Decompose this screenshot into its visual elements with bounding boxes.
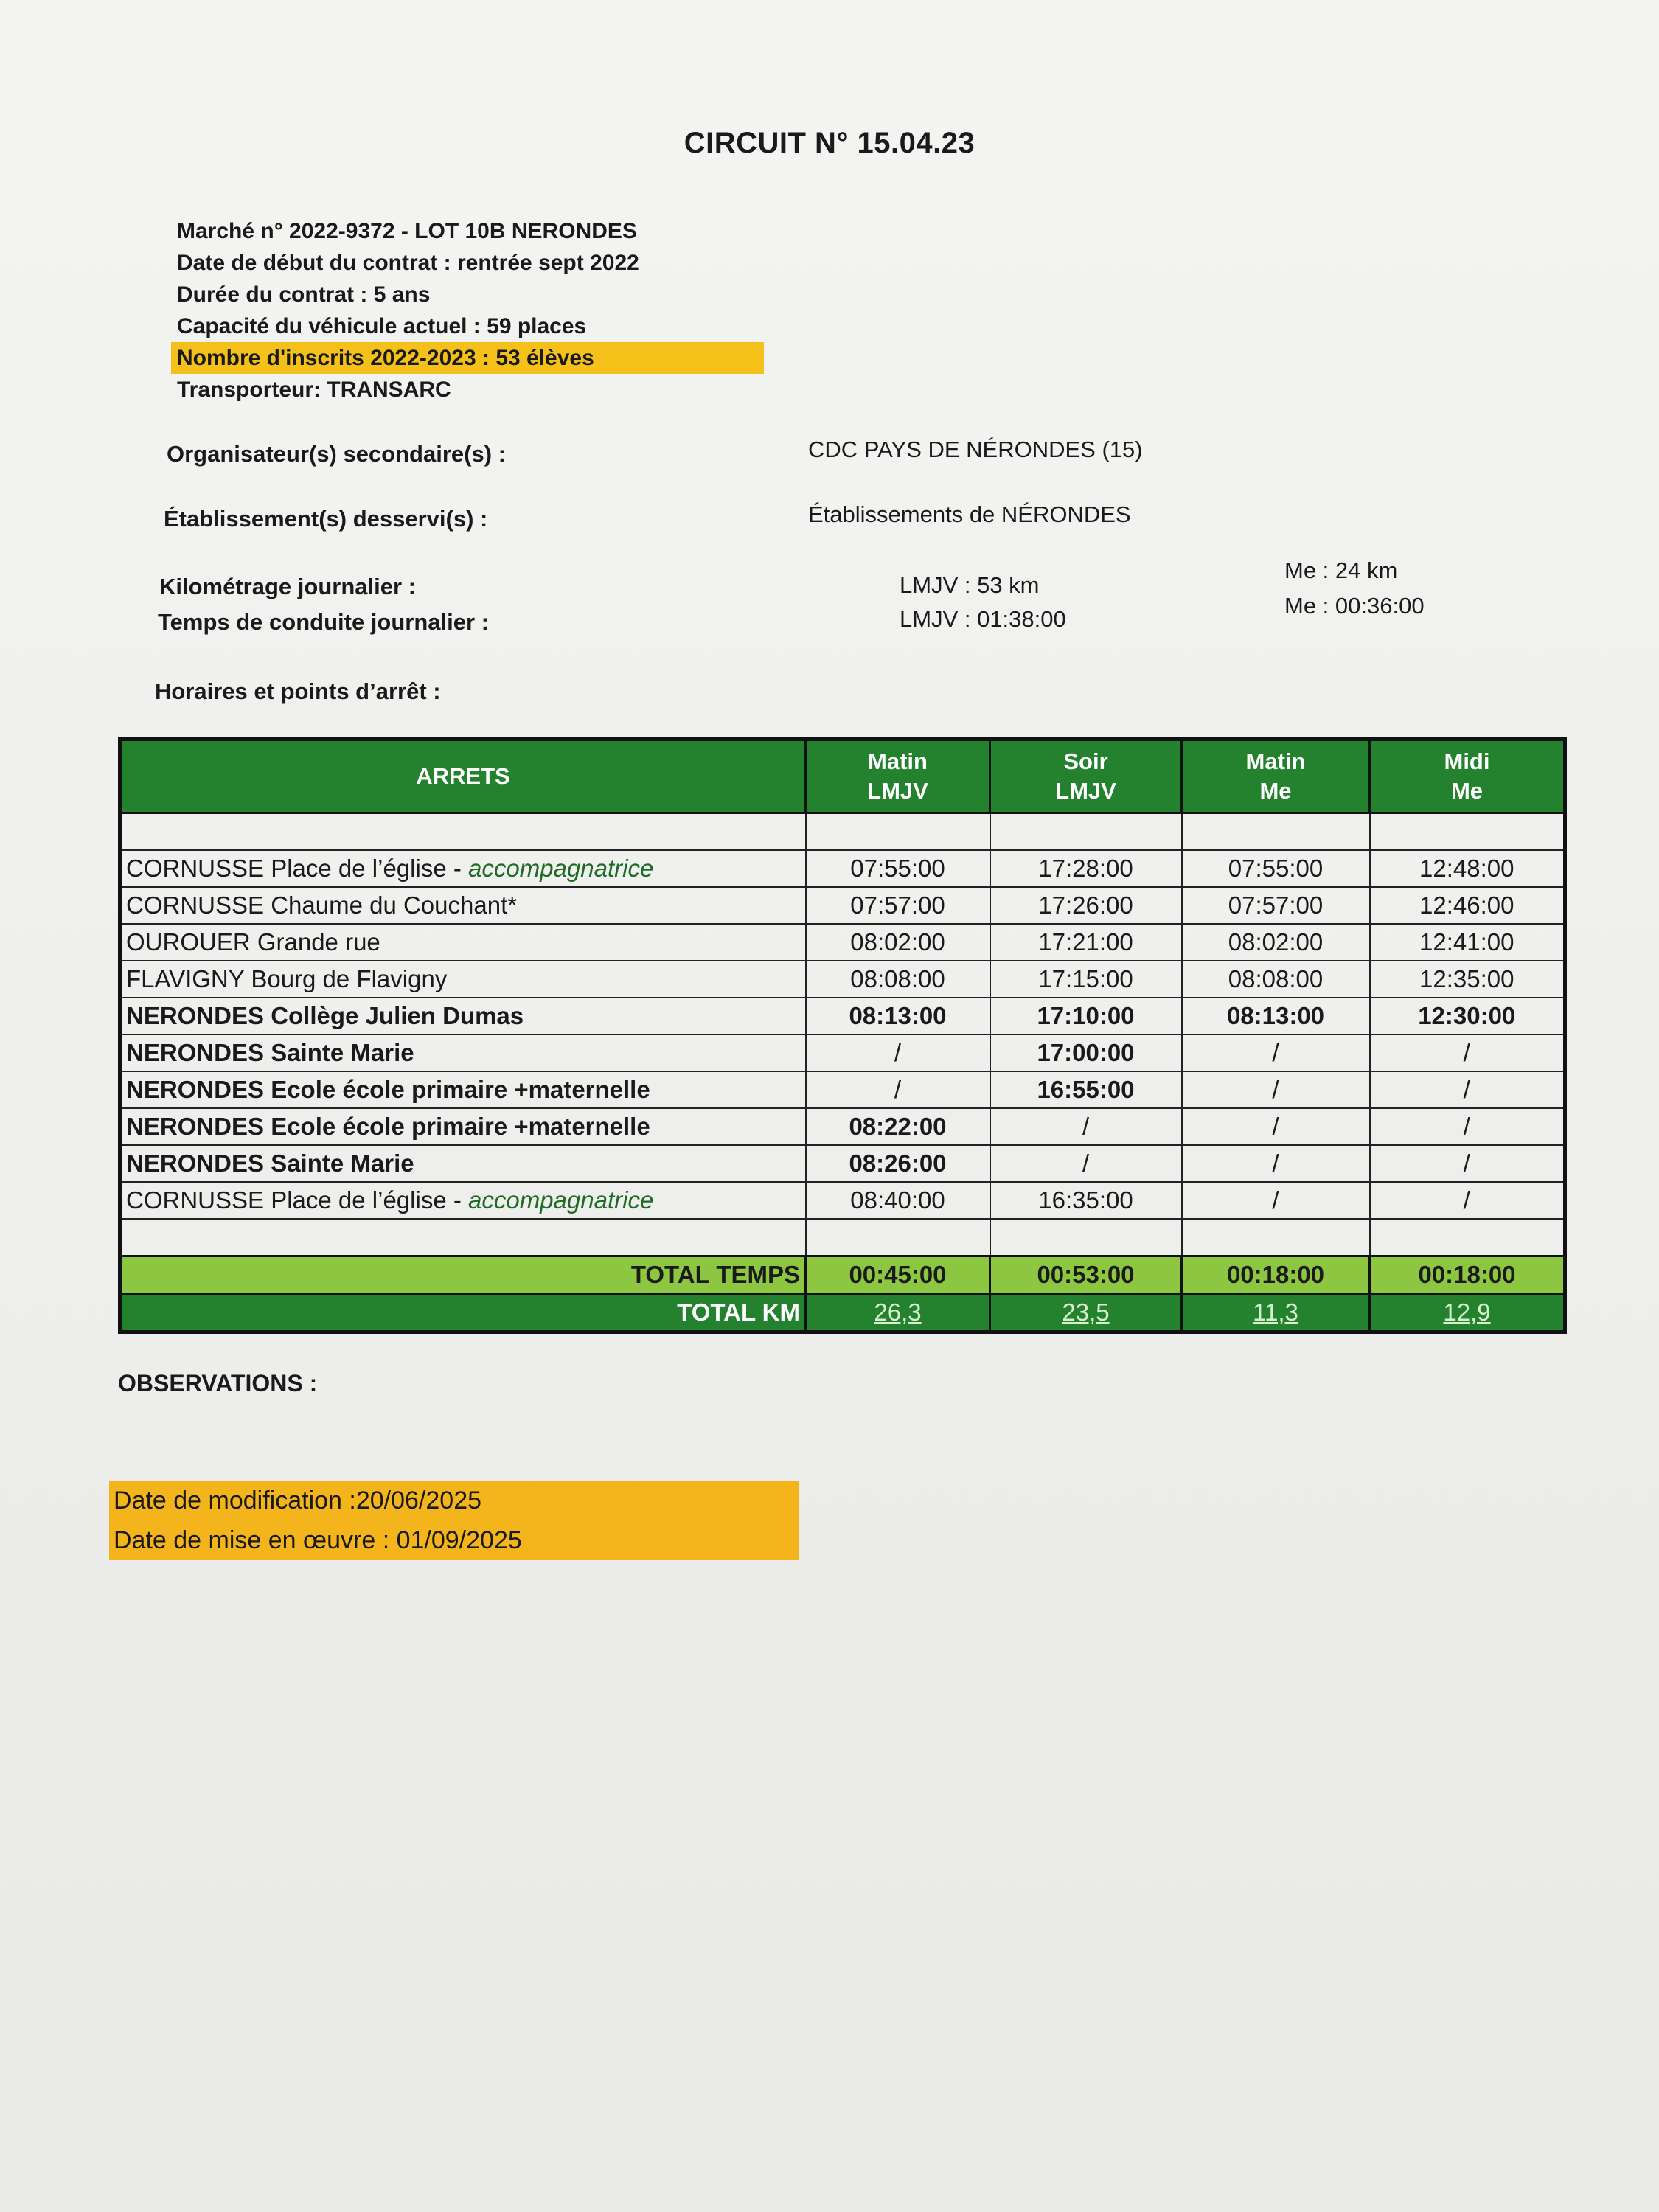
capacite-line: Capacité du véhicule actuel : 59 places: [177, 314, 587, 338]
total-temps-label: TOTAL TEMPS: [120, 1256, 806, 1294]
time-cell: /: [1370, 1108, 1565, 1145]
time-cell: /: [806, 1071, 990, 1108]
time-cell: 07:57:00: [1182, 887, 1370, 924]
total-km-row: [120, 1294, 1565, 1332]
schedule-table: [118, 737, 1567, 1334]
table-row: [120, 998, 1565, 1034]
stop-name: CORNUSSE Place de l’église - accompagnatrice: [120, 850, 806, 887]
accompagnatrice-tag: accompagnatrice: [468, 1186, 654, 1214]
table-header-row: [120, 740, 1565, 813]
time-cell: 12:30:00: [1370, 998, 1565, 1034]
temps-me: Me : 00:36:00: [1284, 593, 1425, 619]
table-row: [120, 850, 1565, 887]
total-temps-cell: 00:45:00: [806, 1256, 990, 1294]
temps-lmjv: LMJV : 01:38:00: [900, 606, 1066, 632]
time-cell: /: [1370, 1145, 1565, 1182]
time-cell: 08:40:00: [806, 1182, 990, 1219]
table-row: [120, 961, 1565, 998]
total-temps-cell: 00:18:00: [1370, 1256, 1565, 1294]
inscrits-highlight: Nombre d'inscrits 2022-2023 : 53 élèves: [171, 342, 764, 374]
stop-name: CORNUSSE Place de l’église - accompagnatrice: [120, 1182, 806, 1219]
kilometrage-label: Kilométrage journalier :: [159, 574, 416, 599]
time-cell: 07:55:00: [1182, 850, 1370, 887]
table-row: [120, 1145, 1565, 1182]
time-cell: 08:08:00: [1182, 961, 1370, 998]
header-arrets: ARRETS: [120, 740, 806, 813]
time-cell: /: [1182, 1071, 1370, 1108]
stop-name: NERONDES Ecole école primaire +maternelle: [120, 1071, 806, 1108]
etablissement-label: Établissement(s) desservi(s) :: [164, 506, 488, 532]
date-modification: Date de modification :20/06/2025: [114, 1486, 482, 1514]
time-cell: 12:46:00: [1370, 887, 1565, 924]
time-cell: 12:48:00: [1370, 850, 1565, 887]
time-cell: 17:28:00: [990, 850, 1182, 887]
time-cell: 08:08:00: [806, 961, 990, 998]
time-cell: 08:26:00: [806, 1145, 990, 1182]
stop-name: CORNUSSE Chaume du Couchant*: [120, 887, 806, 924]
time-cell: 08:02:00: [1182, 924, 1370, 961]
header-midi-me: Midi Me: [1370, 740, 1565, 813]
table-row: [120, 924, 1565, 961]
contract-info: [177, 215, 764, 406]
time-cell: 12:35:00: [1370, 961, 1565, 998]
time-cell: /: [1370, 1182, 1565, 1219]
time-cell: 08:22:00: [806, 1108, 990, 1145]
header-matin-lmjv: Matin LMJV: [806, 740, 990, 813]
accompagnatrice-tag: accompagnatrice: [468, 855, 654, 882]
organisateur-label: Organisateur(s) secondaire(s) :: [167, 441, 506, 467]
time-cell: 08:13:00: [1182, 998, 1370, 1034]
inscrits-line: [177, 342, 764, 374]
time-cell: 07:57:00: [806, 887, 990, 924]
stop-name: NERONDES Ecole école primaire +maternelle: [120, 1108, 806, 1145]
time-cell: 08:13:00: [806, 998, 990, 1034]
time-cell: 16:55:00: [990, 1071, 1182, 1108]
time-cell: 17:10:00: [990, 998, 1182, 1034]
header-soir-lmjv: Soir LMJV: [990, 740, 1182, 813]
empty-row: [120, 1219, 1565, 1256]
total-km-cell: 11,3: [1182, 1294, 1370, 1332]
duree-line: Durée du contrat : 5 ans: [177, 282, 431, 307]
date-debut-line: Date de début du contrat : rentrée sept 2022: [177, 251, 639, 275]
table-row: [120, 1034, 1565, 1071]
total-temps-row: [120, 1256, 1565, 1294]
total-km-cell: 23,5: [990, 1294, 1182, 1332]
total-temps-cell: 00:18:00: [1182, 1256, 1370, 1294]
modification-box: [109, 1481, 799, 1560]
time-cell: /: [1370, 1034, 1565, 1071]
time-cell: 17:26:00: [990, 887, 1182, 924]
kilometrage-me: Me : 24 km: [1284, 557, 1398, 583]
stop-name: NERONDES Collège Julien Dumas: [120, 998, 806, 1034]
etablissement-value: Établissements de NÉRONDES: [808, 501, 1131, 527]
time-cell: 17:15:00: [990, 961, 1182, 998]
time-cell: /: [1182, 1034, 1370, 1071]
time-cell: 07:55:00: [806, 850, 990, 887]
stop-name: NERONDES Sainte Marie: [120, 1034, 806, 1071]
table-row: [120, 1071, 1565, 1108]
stop-name: NERONDES Sainte Marie: [120, 1145, 806, 1182]
header-matin-me: Matin Me: [1182, 740, 1370, 813]
empty-row: [120, 813, 1565, 851]
organisateur-value: CDC PAYS DE NÉRONDES (15): [808, 437, 1143, 462]
time-cell: /: [1182, 1145, 1370, 1182]
time-cell: /: [1370, 1071, 1565, 1108]
horaires-label: Horaires et points d’arrêt :: [155, 678, 441, 704]
marche-line: Marché n° 2022-9372 - LOT 10B NERONDES: [177, 219, 637, 243]
time-cell: /: [990, 1108, 1182, 1145]
time-cell: /: [1182, 1108, 1370, 1145]
circuit-title: CIRCUIT N° 15.04.23: [684, 127, 975, 159]
table-row: [120, 887, 1565, 924]
time-cell: 08:02:00: [806, 924, 990, 961]
time-cell: 17:21:00: [990, 924, 1182, 961]
time-cell: /: [990, 1145, 1182, 1182]
observations-label: OBSERVATIONS :: [118, 1370, 318, 1397]
total-temps-cell: 00:53:00: [990, 1256, 1182, 1294]
total-km-label: TOTAL KM: [120, 1294, 806, 1332]
transporteur-line: Transporteur: TRANSARC: [177, 378, 451, 402]
time-cell: 16:35:00: [990, 1182, 1182, 1219]
time-cell: 17:00:00: [990, 1034, 1182, 1071]
stop-name: OUROUER Grande rue: [120, 924, 806, 961]
time-cell: /: [806, 1034, 990, 1071]
time-cell: 12:41:00: [1370, 924, 1565, 961]
total-km-cell: 12,9: [1370, 1294, 1565, 1332]
total-km-cell: 26,3: [806, 1294, 990, 1332]
temps-label: Temps de conduite journalier :: [158, 609, 489, 635]
kilometrage-lmjv: LMJV : 53 km: [900, 572, 1040, 598]
date-mise-en-oeuvre: Date de mise en œuvre : 01/09/2025: [114, 1526, 522, 1554]
table-row: [120, 1108, 1565, 1145]
time-cell: /: [1182, 1182, 1370, 1219]
table-row: [120, 1182, 1565, 1219]
stop-name: FLAVIGNY Bourg de Flavigny: [120, 961, 806, 998]
